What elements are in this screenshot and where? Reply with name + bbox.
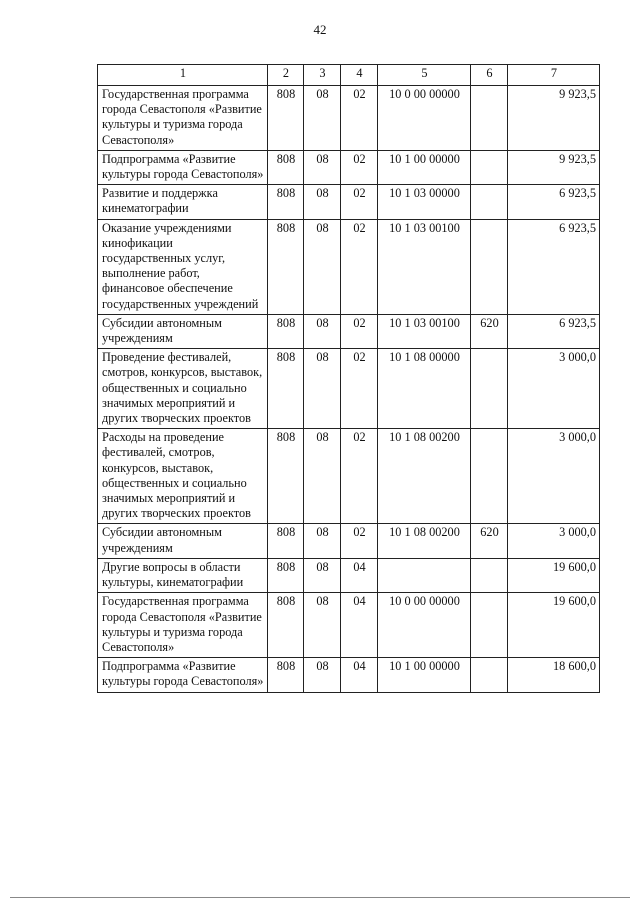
table-row: [98, 524, 600, 558]
row-code-4: 04: [341, 593, 378, 658]
row-code-2: 808: [268, 219, 304, 314]
row-code-6: 620: [471, 314, 508, 348]
row-code-6: [471, 349, 508, 429]
header-cell: 3: [304, 65, 341, 86]
row-code-4: 02: [341, 314, 378, 348]
row-code-6: [471, 86, 508, 151]
row-code-4: 02: [341, 429, 378, 524]
row-name: Государственная программа города Севастополя «Развитие культуры и туризма города Севастополя»: [98, 86, 268, 151]
row-code-4: 02: [341, 349, 378, 429]
row-code-5: 10 1 08 00000: [378, 349, 471, 429]
table-row: [98, 185, 600, 219]
header-cell: 6: [471, 65, 508, 86]
table-row: [98, 150, 600, 184]
budget-table: [97, 64, 600, 693]
row-code-5: 10 0 00 00000: [378, 593, 471, 658]
row-code-3: 08: [304, 429, 341, 524]
row-code-3: 08: [304, 219, 341, 314]
row-code-2: 808: [268, 558, 304, 592]
row-sum: 6 923,5: [508, 314, 600, 348]
row-sum: 18 600,0: [508, 658, 600, 692]
row-code-5: 10 0 00 00000: [378, 86, 471, 151]
row-code-3: 08: [304, 314, 341, 348]
row-code-3: 08: [304, 86, 341, 151]
row-code-3: 08: [304, 185, 341, 219]
row-code-5: 10 1 08 00200: [378, 429, 471, 524]
row-code-5: 10 1 00 00000: [378, 150, 471, 184]
row-name: Оказание учреждениями кинофикации государственных услуг, выполнение работ, финансовое обеспечение государственных учреждений: [98, 219, 268, 314]
row-name: Подпрограмма «Развитие культуры города Севастополя»: [98, 658, 268, 692]
table-row: [98, 349, 600, 429]
row-code-3: 08: [304, 524, 341, 558]
row-code-5: 10 1 03 00000: [378, 185, 471, 219]
row-code-2: 808: [268, 593, 304, 658]
row-code-5: [378, 558, 471, 592]
row-code-4: 02: [341, 185, 378, 219]
row-name: Государственная программа города Севастополя «Развитие культуры и туризма города Севастополя»: [98, 593, 268, 658]
row-name: Другие вопросы в области культуры, кинематографии: [98, 558, 268, 592]
row-sum: 19 600,0: [508, 558, 600, 592]
row-code-6: [471, 219, 508, 314]
row-code-4: 02: [341, 150, 378, 184]
row-sum: 3 000,0: [508, 524, 600, 558]
row-code-2: 808: [268, 185, 304, 219]
row-code-4: 04: [341, 658, 378, 692]
table-row: [98, 658, 600, 692]
row-code-2: 808: [268, 314, 304, 348]
row-sum: 6 923,5: [508, 219, 600, 314]
row-code-2: 808: [268, 429, 304, 524]
row-name: Субсидии автономным учреждениям: [98, 314, 268, 348]
row-code-2: 808: [268, 86, 304, 151]
row-name: Расходы на проведение фестивалей, смотров, конкурсов, выставок, общественных и социально значимых мероприятий и других творческих проектов: [98, 429, 268, 524]
row-code-2: 808: [268, 150, 304, 184]
row-code-4: 02: [341, 219, 378, 314]
row-sum: 9 923,5: [508, 150, 600, 184]
row-sum: 9 923,5: [508, 86, 600, 151]
row-code-6: [471, 558, 508, 592]
row-code-5: 10 1 00 00000: [378, 658, 471, 692]
row-code-5: 10 1 03 00100: [378, 219, 471, 314]
row-code-6: 620: [471, 524, 508, 558]
table-row: [98, 429, 600, 524]
row-code-5: 10 1 03 00100: [378, 314, 471, 348]
row-code-5: 10 1 08 00200: [378, 524, 471, 558]
row-code-3: 08: [304, 558, 341, 592]
row-code-4: 02: [341, 86, 378, 151]
header-cell: 7: [508, 65, 600, 86]
row-code-3: 08: [304, 658, 341, 692]
row-code-6: [471, 429, 508, 524]
row-code-3: 08: [304, 593, 341, 658]
table-row: [98, 219, 600, 314]
table-row: [98, 314, 600, 348]
row-name: Развитие и поддержка кинематографии: [98, 185, 268, 219]
row-code-2: 808: [268, 349, 304, 429]
row-name: Субсидии автономным учреждениям: [98, 524, 268, 558]
table-row: [98, 86, 600, 151]
row-name: Проведение фестивалей, смотров, конкурсов, выставок, общественных и социально значимых мероприятий и других творческих проектов: [98, 349, 268, 429]
row-code-6: [471, 150, 508, 184]
row-code-4: 02: [341, 524, 378, 558]
row-code-4: 04: [341, 558, 378, 592]
header-cell: 2: [268, 65, 304, 86]
row-code-2: 808: [268, 658, 304, 692]
page-number: 42: [313, 22, 327, 37]
row-sum: 3 000,0: [508, 429, 600, 524]
header-cell: 5: [378, 65, 471, 86]
header-cell: 4: [341, 65, 378, 86]
header-row: [98, 65, 600, 86]
table-row: [98, 593, 600, 658]
header-cell: 1: [98, 65, 268, 86]
row-sum: 3 000,0: [508, 349, 600, 429]
row-code-6: [471, 658, 508, 692]
row-sum: 6 923,5: [508, 185, 600, 219]
table-row: [98, 558, 600, 592]
row-name: Подпрограмма «Развитие культуры города Севастополя»: [98, 150, 268, 184]
row-code-2: 808: [268, 524, 304, 558]
row-code-6: [471, 593, 508, 658]
row-sum: 19 600,0: [508, 593, 600, 658]
row-code-6: [471, 185, 508, 219]
row-code-3: 08: [304, 150, 341, 184]
row-code-3: 08: [304, 349, 341, 429]
page-bottom-divider: [10, 897, 630, 898]
